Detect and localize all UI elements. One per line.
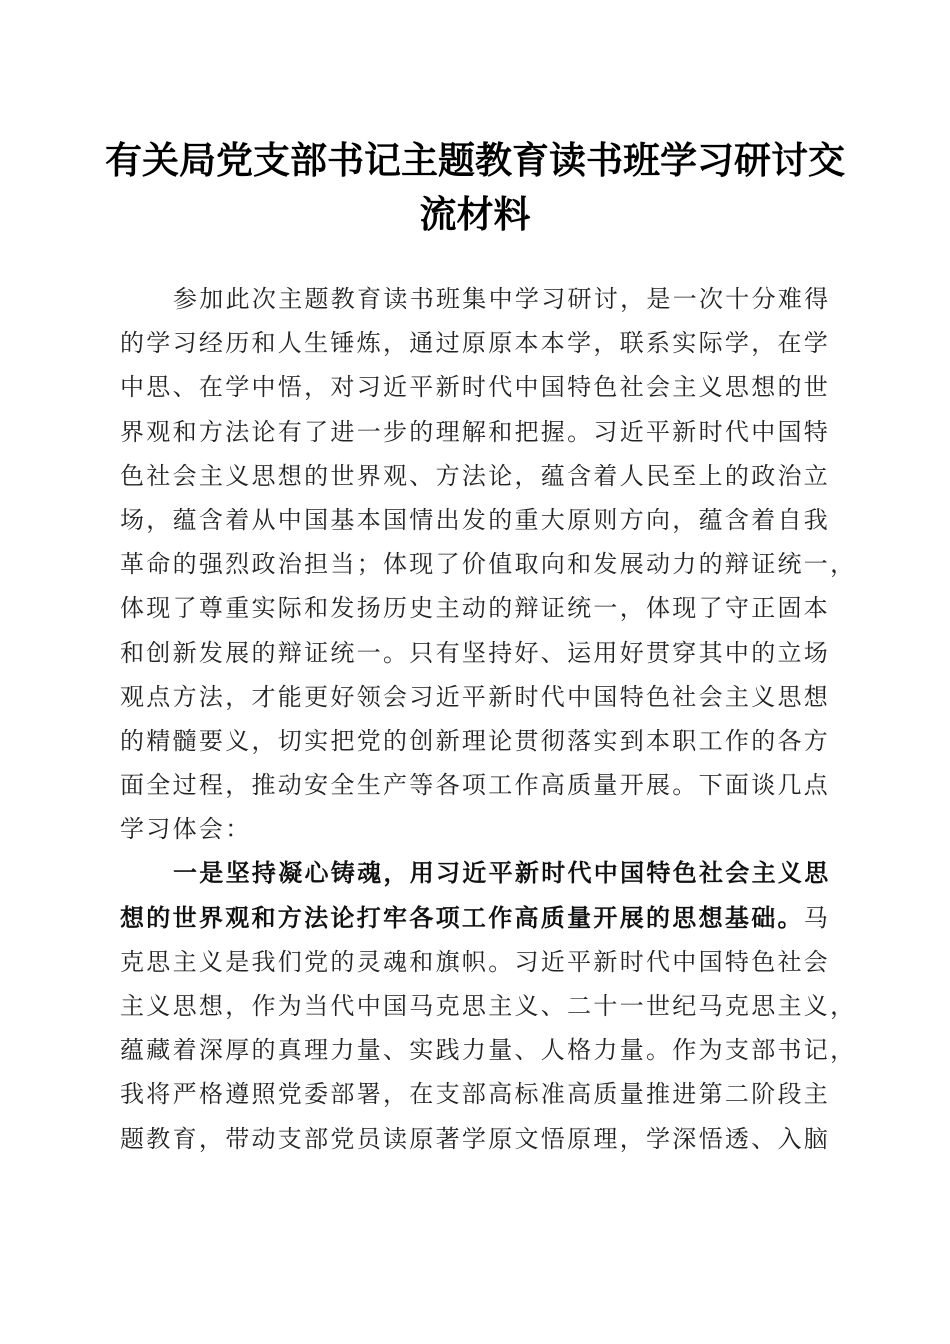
body-line: 观点方法，才能更好领会习近平新时代中国特色社会主义思想 (120, 682, 831, 711)
body-line: 主义思想，作为当代中国马克思主义、二十一世纪马克思主义， (120, 992, 857, 1020)
body-line: 题教育，带动支部党员读原著学原文悟原理，学深悟透、入脑 (120, 1124, 831, 1153)
title-line-2: 流材料 (419, 192, 531, 236)
body-line: 和创新发展的辩证统一。只有坚持好、运用好贯穿其中的立场 (120, 638, 831, 667)
body-line: 的学习经历和人生锤炼，通过原原本本学，联系实际学，在学 (120, 329, 831, 358)
section-heading-text: 想的世界观和方法论打牢各项工作高质量开展的思想基础。 (120, 902, 804, 932)
body-line: 体现了尊重实际和发扬历史主动的辩证统一，体现了守正固本 (120, 594, 831, 623)
body-line: 中思、在学中悟，对习近平新时代中国特色社会主义思想的世 (120, 373, 831, 402)
body-line: 面全过程，推动安全生产等各项工作高质量开展。下面谈几点 (120, 771, 831, 800)
body-line: 蕴藏着深厚的真理力量、实践力量、人格力量。作为支部书记， (120, 1036, 857, 1065)
body-line: 我将严格遵照党委部署，在支部高标准高质量推进第二阶段主 (120, 1080, 831, 1109)
title-line-1: 有关局党支部书记主题教育读书班学习研讨交 (105, 138, 845, 182)
section-heading-line (120, 896, 830, 940)
document-body (120, 277, 857, 1161)
body-line: 色社会主义思想的世界观、方法论，蕴含着人民至上的政治立 (120, 461, 831, 490)
body-line: 界观和方法论有了进一步的理解和把握。习近平新时代中国特 (120, 417, 831, 446)
body-line: 革命的强烈政治担当；体现了价值取向和发展动力的辩证统一， (120, 550, 857, 579)
document-title (100, 133, 850, 241)
body-line: 参加此次主题教育读书班集中学习研讨，是一次十分难得 (173, 285, 831, 313)
body-line: 的精髓要义，切实把党的创新理论贯彻落实到本职工作的各方 (120, 726, 831, 755)
section-heading-line: 一是坚持凝心铸魂，用习近平新时代中国特色社会主义思 (173, 858, 831, 888)
body-text-tail: 马 (803, 903, 831, 932)
body-line: 场，蕴含着从中国基本国情出发的重大原则方向，蕴含着自我 (120, 505, 831, 534)
body-line: 学习体会： (120, 815, 252, 844)
body-line: 克思主义是我们党的灵魂和旗帜。习近平新时代中国特色社会 (120, 947, 831, 976)
